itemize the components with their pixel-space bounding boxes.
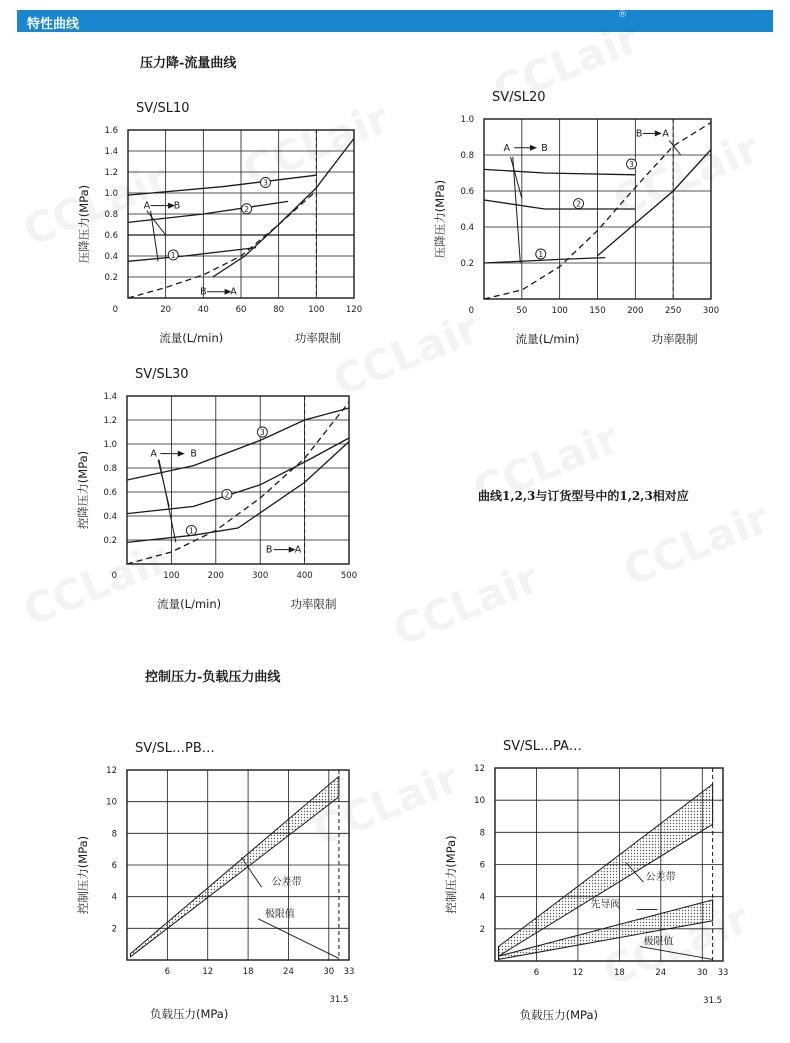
curve-marker-number: 3	[263, 178, 268, 188]
chart-title: SV/SL30	[135, 367, 189, 382]
y-tick-label: 1.2	[104, 168, 118, 178]
y-tick-label: 6	[479, 860, 485, 871]
x-tick-label: 18	[242, 967, 254, 977]
y-tick-label: 0.6	[103, 488, 117, 498]
x-tick-label: 60	[235, 305, 247, 315]
power-limit-label: 功率限制	[290, 597, 337, 611]
y-tick-label: 1.4	[103, 392, 117, 402]
curve-marker-number: 2	[576, 199, 581, 209]
y-tick-label: 0.2	[460, 259, 474, 269]
y-tick-label: 1.0	[103, 440, 117, 450]
x-axis-label: 流量(L/min)	[159, 331, 224, 345]
x-tick-label: 100	[163, 571, 180, 581]
flow-annotation: A	[503, 142, 510, 154]
registered-mark: ®	[618, 10, 627, 20]
y-tick-label: 12	[474, 764, 485, 774]
y-tick-label: 4	[111, 892, 117, 903]
power-limit-label: 功率限制	[294, 331, 341, 345]
y-tick-label: 0.8	[104, 210, 118, 220]
x-tick-label: 6	[164, 967, 171, 977]
band-label: 公差带	[271, 877, 302, 889]
flow-annotation: A	[143, 200, 151, 212]
flow-annotation: B	[265, 544, 273, 556]
y-tick-label: 0.2	[103, 536, 117, 546]
x-tick-label: 18	[613, 968, 625, 978]
origin-label: 0	[112, 305, 118, 315]
y-tick-label: 10	[106, 797, 117, 808]
y-tick-label: 0.2	[104, 273, 118, 283]
band-label: 公差带	[645, 872, 676, 884]
curve-marker-number: 2	[244, 204, 250, 214]
flow-annotation: B	[190, 448, 197, 460]
chart-title: SV/SL…PB…	[135, 741, 215, 756]
y-tick-label: 1.4	[104, 147, 118, 157]
y-axis-label: 控降压力(MPa)	[76, 450, 90, 530]
x-tick-label: 200	[627, 306, 644, 316]
x-axis-label: 负载压力(MPa)	[149, 1007, 229, 1021]
y-tick-label: 1.6	[104, 126, 118, 136]
chart-title: SV/SL10	[136, 101, 190, 116]
x-tick-label: 100	[551, 306, 568, 316]
flow-annotation: A	[662, 128, 669, 140]
y-axis-label: 压降压力(MPa)	[77, 184, 91, 264]
x-tick-label: 80	[273, 305, 285, 315]
x-axis-label: 流量(L/min)	[157, 597, 222, 611]
power-limit-label: 功率限制	[651, 332, 698, 346]
flow-annotation: B	[173, 200, 181, 212]
x-tick-label: 500	[340, 571, 358, 581]
y-tick-label: 12	[106, 766, 117, 776]
y-tick-label: 0.6	[460, 187, 474, 197]
chart-title: SV/SL20	[492, 90, 546, 105]
y-tick-label: 2	[479, 924, 485, 935]
curve-marker-number: 1	[170, 250, 176, 260]
y-axis-label: 压降压力(MPa)	[433, 179, 447, 259]
x-tick-label: 33	[717, 968, 729, 978]
flow-annotation: B	[635, 128, 643, 140]
flow-annotation: B	[541, 142, 548, 154]
y-tick-label: 0.4	[460, 223, 474, 233]
flow-annotation: B	[200, 286, 207, 298]
x-tick-label: 250	[665, 306, 682, 316]
curve-marker-number: 2	[224, 490, 230, 500]
y-tick-label: 4	[479, 892, 485, 903]
x-tick-label: 12	[202, 967, 214, 977]
x-tick-label: 100	[308, 305, 325, 315]
x-axis-label: 流量(L/min)	[515, 332, 580, 346]
x-tick-label: 400	[296, 571, 313, 581]
y-tick-label: 0.4	[103, 512, 117, 522]
x-tick-label-extra: 31.5	[703, 996, 723, 1006]
y-tick-label: 6	[111, 861, 117, 871]
y-tick-label: 8	[479, 828, 485, 839]
x-tick-label: 33	[343, 967, 355, 977]
band-label: 极限值	[264, 908, 295, 920]
y-tick-label: 0.8	[460, 151, 474, 161]
x-tick-label: 6	[533, 968, 540, 978]
y-tick-label: 10	[474, 796, 485, 807]
x-tick-label: 30	[323, 967, 335, 977]
y-tick-label: 2	[111, 924, 117, 935]
x-tick-label: 120	[345, 305, 363, 315]
control-pressure-section-title: 控制压力-负载压力曲线	[145, 670, 281, 685]
curve-marker-number: 1	[188, 526, 194, 536]
flow-annotation: A	[150, 448, 157, 460]
x-tick-label: 200	[207, 571, 224, 581]
y-tick-label: 1.0	[104, 189, 118, 199]
x-tick-label: 20	[160, 305, 172, 315]
label-leader-line	[640, 947, 713, 960]
x-tick-label: 300	[252, 571, 269, 581]
origin-label: 0	[111, 571, 117, 581]
y-tick-label: 0.8	[103, 464, 117, 474]
y-tick-label: 8	[111, 829, 117, 840]
band-label: 极限值	[643, 936, 674, 948]
x-tick-label-extra: 31.5	[329, 995, 349, 1005]
curve-note: 曲线1,2,3与订货型号中的1,2,3相对应	[478, 489, 689, 503]
x-tick-label: 50	[516, 306, 528, 316]
x-tick-label: 30	[696, 968, 708, 978]
flow-annotation: A	[294, 544, 302, 556]
y-tick-label: 0.4	[104, 252, 118, 262]
y-tick-label: 0.6	[104, 231, 118, 241]
curve-marker-number: 3	[260, 428, 265, 437]
x-tick-label: 150	[589, 306, 606, 316]
y-tick-label: 1.2	[103, 416, 117, 426]
x-tick-label: 24	[655, 968, 667, 978]
x-axis-label: 负载压力(MPa)	[519, 1008, 599, 1022]
band-label: 先导阀	[590, 899, 621, 911]
curve-marker-number: 3	[629, 160, 634, 169]
y-axis-label: 控制压力(MPa)	[444, 835, 458, 914]
curve-marker-number: 1	[538, 250, 544, 259]
flow-annotation: A	[230, 286, 237, 298]
origin-label: 0	[468, 306, 474, 316]
x-tick-label: 300	[702, 306, 720, 316]
x-tick-label: 40	[197, 305, 209, 315]
y-axis-label: 控制压力(MPa)	[76, 835, 90, 915]
header-title: 特性曲线	[27, 17, 80, 32]
pressure-drop-section-title: 压力降-流量曲线	[140, 56, 237, 71]
y-tick-label: 1.0	[460, 115, 474, 125]
x-tick-label: 24	[283, 967, 294, 977]
x-tick-label: 12	[572, 968, 584, 978]
chart-title: SV/SL…PA…	[503, 739, 582, 754]
